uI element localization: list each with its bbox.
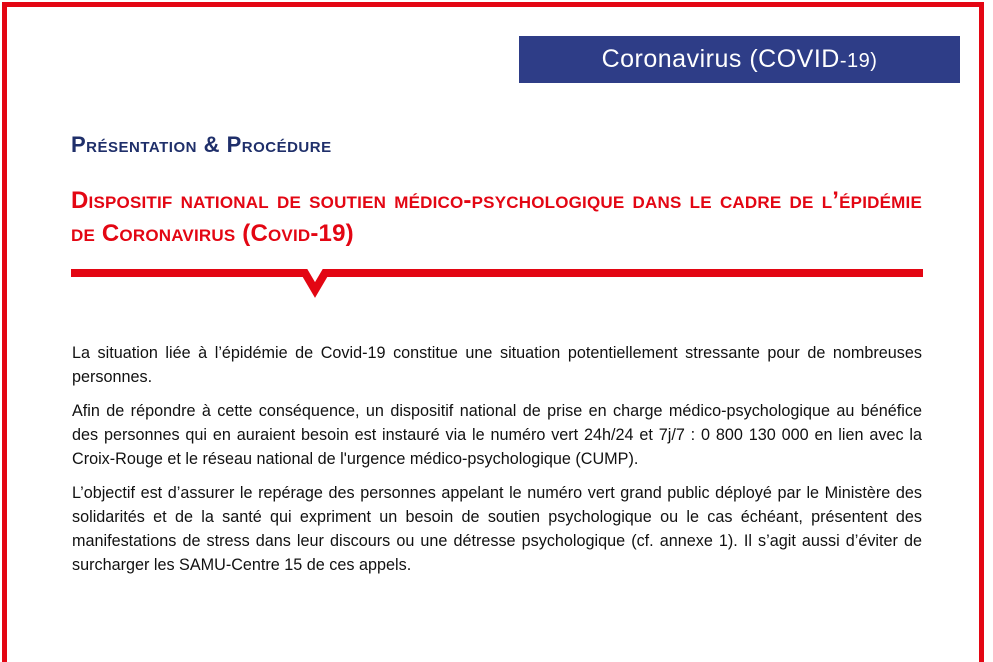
banner-title: Coronavirus (COVID <box>601 45 840 73</box>
section-heading: Présentation & Procédure <box>71 132 332 157</box>
document-title: Dispositif national de soutien médico-psychologique dans le cadre de l’épidémie de Coronavirus (Covid-19) <box>71 187 922 247</box>
banner-suffix: -19) <box>839 50 878 72</box>
topic-banner <box>519 36 960 83</box>
document-body <box>72 341 922 587</box>
paragraph: L’objectif est d’assurer le repérage des personnes appelant le numéro vert grand public déployé par le Ministère des solidarités et de la santé qui expriment un besoin de soutien psychologique ou le cas échéant, présentent des manifestations de stress dans leur discours ou une détresse psychologique (cf. annexe 1). Il s’agit aussi d’éviter de surcharger les SAMU-Centre 15 de ces appels. <box>72 484 922 574</box>
paragraph: La situation liée à l’épidémie de Covid-19 constitue une situation potentiellement stressante pour de nombreuses personnes. <box>72 344 922 386</box>
paragraph: Afin de répondre à cette conséquence, un dispositif national de prise en charge médico-psychologique au bénéfice des personnes qui en auraient besoin est instauré via le numéro vert 24h/24 et 7j/7 : 0 800 130 000 en lien avec la Croix-Rouge et le réseau national de l'urgence médico-psychologique (CUMP). <box>72 402 922 468</box>
speech-divider <box>71 268 923 310</box>
